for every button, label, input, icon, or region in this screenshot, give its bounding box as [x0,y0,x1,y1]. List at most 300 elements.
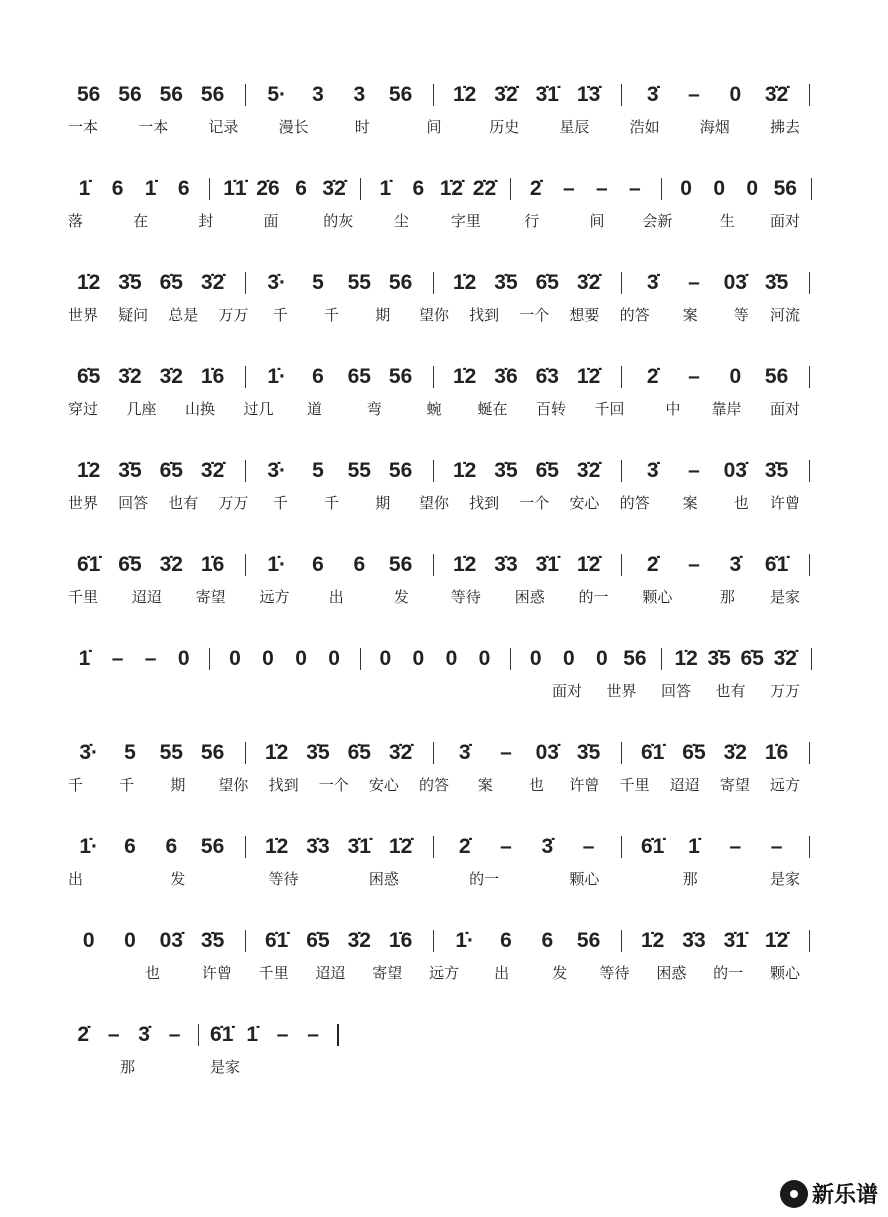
lyric-word: 想要 [569,306,600,324]
note-group: 3̇2̇ [388,741,413,764]
note-group: 3̇2 [118,365,142,388]
lyric-word: 远方 [259,588,290,606]
barline [245,554,246,576]
barline [809,84,810,106]
note-group: 55 [159,741,183,764]
lyric-word: 万万 [770,682,801,700]
note-group: 3̇5 [764,459,789,482]
note-group: 03̇ [723,271,747,294]
note-group: 56 [764,365,789,388]
barline [209,178,210,200]
note-group: 55 [347,271,371,294]
lyric-word: 行 [524,212,540,230]
lyric-word: 面对 [552,682,583,700]
note-group: 1̇6 [388,929,413,952]
barline [433,554,434,576]
note-group: 03̇ [159,929,183,952]
note-group: 1̇2̇ [576,553,601,576]
lyric-word: 望你 [419,306,450,324]
barline [621,460,622,482]
lyric-word: 困惑 [368,870,399,888]
lyric-word: 发 [552,964,568,982]
note-group: 0 [229,647,241,670]
lyric-word: 困惑 [514,588,545,606]
lyric-word: 寄望 [372,964,403,982]
lyric-word: 尘 [393,212,409,230]
note-group: 3̇5 [576,741,601,764]
barline [811,178,812,200]
note-group: 0 [328,647,340,670]
note-group: 0 [680,177,692,200]
note-group: 56 [388,83,413,106]
lyric-word: 河流 [770,306,801,324]
note-group: 5 [312,459,324,482]
note-group: 56 [576,929,601,952]
barline [433,460,434,482]
note-group: 3̇2 [723,741,747,764]
lyric-word: 海烟 [699,118,730,136]
lyric-word: 浩如 [629,118,660,136]
note-group: 1̇2 [452,459,477,482]
note-group: – [688,553,700,576]
note-group: 56 [623,647,647,670]
note-group: 6̇5 [535,459,559,482]
lyric-word: 一个 [519,494,550,512]
lyric-word: 等 [733,306,749,324]
note-group: 3 [312,83,324,106]
note-group: 0 [262,647,274,670]
lyric-word: 千里 [258,964,289,982]
note-group: 3̇1̇ [535,553,559,576]
lyric-word: 会新 [642,212,673,230]
note-group: 1̇2 [452,271,477,294]
note-group: 1̇6 [200,365,225,388]
lyric-word: 的答 [619,306,650,324]
barline [621,930,622,952]
note-group: 6̇5 [682,741,706,764]
note-group: 0 [595,647,608,670]
barline [809,460,810,482]
lyric-word: 万万 [218,494,249,512]
barline [245,366,246,388]
lyric-word: 穿过 [68,400,99,418]
lyric-word: 总是 [168,306,199,324]
note-group: 0 [379,647,392,670]
note-group: 6 [500,929,512,952]
note-group: 6̇1̇ [640,741,665,764]
barline [433,930,434,952]
note-group: 6 [353,553,366,576]
note-group: 3̇2 [159,365,183,388]
note-group: 3̇5 [118,271,142,294]
note-group: 3̇5 [707,647,731,670]
note-group: 1̇· [79,835,98,858]
note-group: 6 [295,177,307,200]
note-group: 6̇1̇ [264,929,289,952]
note-group: – [307,1023,319,1046]
lyric-word: 是家 [770,588,801,606]
note-group: 3̇ [541,835,554,858]
barline [433,366,434,388]
lyric-word: 等待 [268,870,299,888]
note-group: – [500,741,512,764]
barline [245,930,246,952]
lyric-word: 落 [68,212,84,230]
note-group: 3̇3 [306,835,330,858]
barline [809,272,810,294]
lyric-word: 面 [263,212,279,230]
note-group: 56 [388,365,413,388]
note-group: – [629,177,641,200]
note-group: 56 [200,835,225,858]
vinyl-record-icon [780,1180,808,1208]
note-group: 3 [353,83,366,106]
lyric-word: 望你 [419,494,450,512]
note-group: 6̇5 [535,271,559,294]
note-group: 1̇ [246,1023,258,1046]
note-group: 55 [347,459,371,482]
lyric-word: 等待 [450,588,481,606]
note-group: 1̇· [267,365,286,388]
lyric-word: 那 [682,870,698,888]
note-group: 6̇5 [347,741,371,764]
lyric-word: 封 [198,212,214,230]
lyric-word: 的灰 [323,212,354,230]
lyric-word: 望你 [218,776,249,794]
note-group: – [111,647,124,670]
note-group: 56 [76,83,101,106]
note-group: 6̇5 [159,459,183,482]
note-group: 56 [159,83,183,106]
lyric-word: 间 [589,212,605,230]
lyric-word: 回答 [661,682,692,700]
note-group: 6 [177,177,190,200]
lyric-word: 千 [324,306,340,324]
lyric-word: 许曾 [201,964,232,982]
note-group: 1̇2 [76,459,101,482]
note-group: – [144,647,157,670]
note-group: 3̇2 [347,929,371,952]
note-group: 6̇3 [535,365,559,388]
lyric-word: 弯 [366,400,382,418]
note-group: 0 [124,929,136,952]
barline [360,178,361,200]
lyric-word: 蜿 [426,400,442,418]
note-group: 3̇2̇ [764,83,789,106]
note-group: 3̇2̇ [773,647,797,670]
barline [621,554,622,576]
note-group: 1̇2̇ [576,365,601,388]
lyric-word: 一本 [68,118,99,136]
note-group: 56 [773,177,797,200]
note-group: 56 [118,83,142,106]
lyric-word: 也 [145,964,161,982]
barline [245,460,246,482]
lyric-word: 一本 [138,118,169,136]
lyric-word: 山换 [185,400,216,418]
note-group: 1̇2 [264,835,289,858]
lyric-word: 是家 [770,870,801,888]
lyric-word: 字里 [450,212,481,230]
barline [809,742,810,764]
lyric-word: 也 [733,494,749,512]
note-group: 3̇5 [494,271,518,294]
note-group: 3̇2̇ [200,459,225,482]
lyric-word: 案 [477,776,493,794]
lyric-word: 期 [375,306,391,324]
watermark-text: 新乐谱 [811,1183,878,1208]
lyric-word: 星辰 [559,118,590,136]
note-group: 3̇5 [764,271,789,294]
note-group: 3̇2 [159,553,183,576]
barline [661,648,662,670]
note-group: 1̇ [78,647,91,670]
lyric-word: 许曾 [569,776,600,794]
note-group: – [582,835,595,858]
lyric-word: 寄望 [195,588,226,606]
note-group: 6̇5 [76,365,101,388]
barline [433,742,434,764]
lyric-word: 中 [665,400,681,418]
note-group: – [688,83,700,106]
lyric-word: 千 [68,776,84,794]
lyric-word: 间 [426,118,442,136]
lyric-word: 颗心 [770,964,801,982]
lyric-word: 的答 [619,494,650,512]
note-group: 2̇ [646,553,659,576]
note-group: 6 [412,177,425,200]
barline [360,648,361,670]
note-group: 1̇2̇ [764,929,789,952]
note-group: 3̇3 [682,929,706,952]
note-group: – [276,1023,289,1046]
barline [811,648,812,670]
lyric-word: 千里 [619,776,650,794]
lyric-word: 找到 [268,776,299,794]
note-group: 3̇5 [118,459,142,482]
lyric-word: 安心 [569,494,600,512]
note-group: 3̇ [646,271,659,294]
note-group: – [688,365,700,388]
note-group: – [500,835,512,858]
note-group: 56 [388,271,413,294]
lyric-word: 记录 [208,118,239,136]
note-group: 1̇6 [200,553,225,576]
note-group: 3̇· [267,459,286,482]
lyric-word: 千 [324,494,340,512]
barline [809,836,810,858]
note-group: 3̇ [458,741,471,764]
barline [209,648,210,670]
note-group: 56 [200,83,225,106]
lyric-word: 案 [682,494,698,512]
note-group: – [107,1023,120,1046]
barline [433,836,434,858]
note-group: 3̇5 [306,741,330,764]
lyric-word: 许曾 [770,494,801,512]
lyric-word: 回答 [118,494,149,512]
lyric-word: 也 [528,776,544,794]
note-group: 6̇1̇ [210,1023,234,1046]
barline [245,84,246,106]
note-group: 1̇2̇ [388,835,413,858]
note-group: 3̇6 [494,365,518,388]
note-group: 1̇2 [76,271,101,294]
barline [433,84,434,106]
note-group: 1̇· [267,553,286,576]
lyric-word: 在 [133,212,149,230]
barline [510,648,511,670]
note-group: 5 [124,741,136,764]
note-group: 6 [124,835,136,858]
note-group: 1̇ [379,177,392,200]
lyric-word: 发 [393,588,409,606]
note-group: 3̇2̇ [322,177,346,200]
lyric-word: 一个 [519,306,550,324]
barline [809,366,810,388]
lyric-word: 也有 [168,494,199,512]
lyric-word: 案 [682,306,698,324]
lyric-word: 拂去 [770,118,801,136]
barline [433,272,434,294]
note-group: 6 [312,365,324,388]
lyric-word: 安心 [368,776,399,794]
note-group: 0 [729,365,742,388]
note-group: 3̇3 [494,553,518,576]
lyric-word: 等待 [599,964,630,982]
note-group: 3̇1̇ [535,83,559,106]
lyric-word: 一个 [318,776,349,794]
note-group: 56 [388,553,413,576]
note-group: 1̇· [455,929,474,952]
lyric-word: 世界 [606,682,637,700]
lyric-word: 千回 [594,400,625,418]
lyric-word: 出 [328,588,344,606]
note-group: 1̇2̇ [439,177,464,200]
lyric-word: 历史 [489,118,520,136]
note-group: 6̇5 [118,553,142,576]
note-group: 2̇ [458,835,471,858]
lyric-word: 的一 [578,588,609,606]
note-group: 2̇ [77,1023,90,1046]
barline [510,178,511,200]
lyric-word: 靠岸 [711,400,742,418]
lyric-word: 那 [719,588,735,606]
lyric-word: 百转 [536,400,567,418]
barline [198,1024,199,1046]
barline [661,178,662,200]
lyric-word: 的一 [469,870,500,888]
note-group: 0 [82,929,95,952]
note-group: 56 [200,741,225,764]
note-group: 0 [445,647,458,670]
lyric-word: 疑问 [118,306,149,324]
note-group: 3̇2̇ [494,83,518,106]
lyric-word: 的一 [713,964,744,982]
note-group: – [688,459,700,482]
lyric-word: 也有 [715,682,746,700]
lyric-word: 千 [272,494,288,512]
note-group: 3̇· [267,271,286,294]
lyric-word: 世界 [68,306,99,324]
lyric-word: 期 [375,494,391,512]
note-group: 6̇1̇ [764,553,789,576]
lyric-word: 找到 [469,494,500,512]
note-group: 6̇5 [159,271,183,294]
note-group: 2̇2̇ [472,177,497,200]
note-group: – [770,835,783,858]
lyric-word: 面对 [770,212,801,230]
note-group: 3̇1̇ [723,929,747,952]
note-group: 0 [746,177,759,200]
note-group: 0 [177,647,190,670]
note-group: 5· [267,83,286,106]
note-group: 0 [478,647,491,670]
watermark-logo [780,1178,878,1209]
lyric-word: 远方 [770,776,801,794]
note-group: 6̇1̇ [76,553,101,576]
note-group: 6̇1̇ [640,835,665,858]
note-group: 1̇ [144,177,157,200]
lyric-word: 找到 [469,306,500,324]
note-group: 3̇5 [200,929,225,952]
barline [809,930,810,952]
note-group: 1̇2 [640,929,665,952]
lyric-word: 那 [120,1058,136,1076]
barline [621,272,622,294]
note-group: 1̇3̇ [576,83,601,106]
lyric-word: 千里 [68,588,99,606]
lyric-word: 道 [307,400,323,418]
lyric-word: 迢迢 [315,964,346,982]
lyric-word: 颗心 [642,588,673,606]
note-group: 0 [529,647,542,670]
lyric-word: 漫长 [278,118,309,136]
note-group: 3̇ [646,83,659,106]
note-group: 3̇ [729,553,742,576]
lyric-word: 迢迢 [669,776,700,794]
lyric-word: 千 [119,776,135,794]
barline [809,554,810,576]
note-group: 0 [562,647,575,670]
note-group: 5 [312,271,324,294]
note-group: 1̇6 [764,741,789,764]
lyric-word: 面对 [770,400,801,418]
lyric-word: 远方 [429,964,460,982]
note-group: 03̇ [535,741,559,764]
note-group: 3̇ [138,1023,150,1046]
note-group: – [595,177,608,200]
lyric-word: 是家 [210,1058,241,1076]
note-group: 1̇2 [452,553,477,576]
barline [621,84,622,106]
note-group: 6̇5 [740,647,764,670]
barline [621,742,622,764]
note-group: – [562,177,575,200]
lyric-word: 蜒在 [477,400,508,418]
note-group: 6 [312,553,324,576]
lyric-word: 困惑 [656,964,687,982]
lyric-word: 万万 [218,306,249,324]
note-group: 0 [412,647,425,670]
note-group: 0 [713,177,726,200]
note-group: 1̇2 [264,741,289,764]
lyric-word: 的答 [419,776,450,794]
note-group: 1̇2 [452,83,477,106]
barline [621,366,622,388]
lyric-word: 生 [719,212,735,230]
final-barline [337,1024,339,1046]
